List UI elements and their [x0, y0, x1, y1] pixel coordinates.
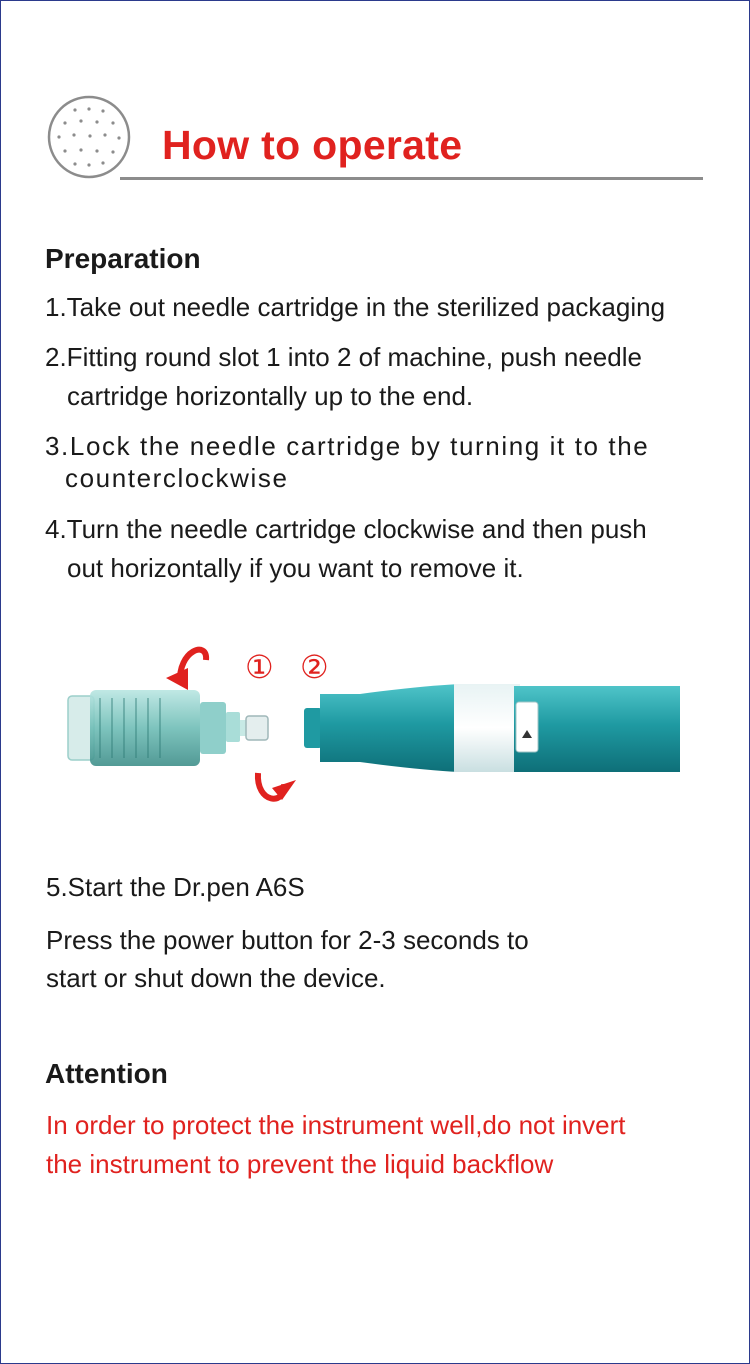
step-2-line-2: cartridge horizontally up to the end.: [67, 381, 474, 411]
needle-cartridge: [68, 690, 248, 766]
power-instruction-line-2: start or shut down the device.: [46, 963, 386, 993]
attention-warning: [46, 1106, 726, 1184]
attention-line-1: In order to protect the instrument well,do not invert: [46, 1110, 626, 1140]
step-2: [45, 338, 705, 416]
power-instruction: [46, 921, 706, 997]
step-5: 5.Start the Dr.pen A6S: [46, 872, 305, 902]
pen-device: [304, 684, 680, 772]
attention-line-2: the instrument to prevent the liquid backflow: [46, 1149, 554, 1179]
slot-label-1: ①: [245, 648, 274, 686]
preparation-heading: Preparation: [45, 243, 201, 274]
step-1-line-1: 1.Take out needle cartridge in the sterilized packaging: [45, 292, 666, 322]
step-3: [45, 430, 705, 494]
header-divider: [120, 177, 703, 180]
attention-heading: Attention: [45, 1058, 168, 1089]
microneedle-dots-icon: [47, 95, 131, 179]
step-3-line-1: 3.Lock the needle cartridge by turning it to the: [45, 431, 650, 461]
step-1: [45, 288, 705, 327]
cartridge-install-illustration: [60, 628, 680, 808]
step-3-line-2: counterclockwise: [65, 463, 289, 493]
step-4-line-1: 4.Turn the needle cartridge clockwise and then push: [45, 514, 647, 544]
slot-label-2: ②: [300, 648, 329, 686]
page-title: How to operate: [162, 122, 463, 168]
step-2-line-1: 2.Fitting round slot 1 into 2 of machine, push needle: [45, 342, 642, 372]
step-4: [45, 510, 705, 588]
power-instruction-line-1: Press the power button for 2-3 seconds to: [46, 925, 529, 955]
step-4-line-2: out horizontally if you want to remove it.: [67, 553, 524, 583]
connector-part: [246, 716, 268, 740]
